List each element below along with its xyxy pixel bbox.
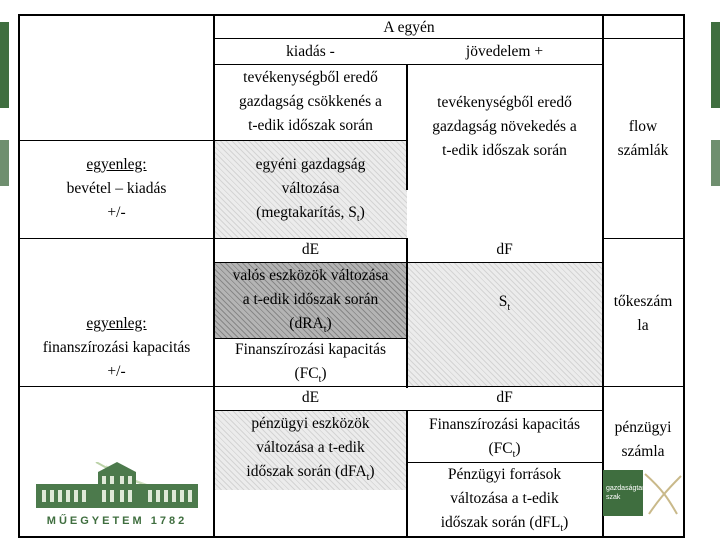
header-income-text: jövedelem +: [465, 43, 544, 60]
real-assets-cell: [214, 262, 407, 338]
flow-accounts-label: [603, 40, 683, 238]
df-text-2: dF: [496, 389, 513, 406]
income-line-3: t-edik időszak során: [442, 142, 567, 159]
header-expense-text: kiadás -: [286, 43, 335, 60]
df-text-1: dF: [496, 241, 513, 258]
table-bottom-border: [18, 536, 684, 538]
fin-capacity-line-2-text: (FC: [488, 440, 513, 457]
logo-text: MŰEGYETEM 1782: [46, 515, 188, 527]
expense-description: [214, 64, 407, 140]
logo2-line-1: gazdaságtan: [606, 485, 647, 492]
expense-line-2: gazdagság csökkenés a: [239, 93, 382, 110]
financing-subscript: t: [318, 374, 322, 386]
real-assets-line-3: (dRA$_t$): [289, 315, 332, 336]
header-expense: [214, 40, 407, 64]
header-individual: [214, 16, 604, 40]
financial-label-line-1: pénzügyi: [614, 419, 672, 436]
fin-assets-line-2: változása a t-edik: [256, 439, 365, 456]
financing-line-2-text: (FC: [294, 365, 319, 382]
individual-savings-cell: [214, 140, 407, 238]
income-line-2: gazdagság növekedés a: [432, 118, 577, 135]
de-text-2: dE: [301, 389, 320, 406]
row-line-sidehead: [603, 38, 684, 39]
fin-sources-subscript: t: [560, 523, 564, 535]
table-left-border: [18, 14, 20, 538]
table-right-border: [683, 14, 685, 538]
header-income: [407, 40, 602, 64]
real-assets-subscript: t: [323, 324, 327, 336]
df-label-2: [407, 386, 602, 410]
real-assets-line-3-text: (dRA: [289, 315, 324, 332]
capital-label-line-2: la: [637, 317, 649, 334]
real-assets-line-1: valós eszközök változása: [232, 267, 389, 284]
df-label-1: [407, 238, 602, 262]
balance2-sign: +/-: [107, 363, 126, 380]
left-edge-bar-lower: [0, 140, 9, 186]
financial-assets-cell: [214, 410, 407, 486]
fin-assets-subscript: t: [366, 472, 370, 484]
fin-sources-line-3: időszak során (dFL$_t$): [440, 514, 569, 535]
fin-assets-line-3: időszak során (dFA$_t$): [246, 463, 375, 484]
fin-capacity-line-1: Finanszírozási kapacitás: [428, 416, 581, 433]
de-label-1: [214, 238, 407, 262]
financial-sources-cell: [407, 462, 602, 536]
savings-st-cell: [407, 262, 602, 342]
savings-line-3: [256, 201, 365, 225]
income-description: [407, 64, 602, 190]
flow-label-line-1: flow: [628, 118, 658, 135]
financing-close-paren: ): [321, 365, 327, 382]
department-logo: [603, 470, 683, 516]
de-label-2: [214, 386, 407, 410]
st-label: [499, 290, 510, 314]
capital-label-line-1: tőkeszám: [613, 293, 673, 310]
fin-assets-line-3-text: időszak során (dFA: [246, 463, 367, 480]
savings-close-paren: ): [359, 204, 365, 221]
logo2-line-2: szak: [606, 494, 621, 501]
fin-sources-line-2: változása a t-edik: [450, 490, 559, 507]
balance2-label: egyenleg:: [86, 315, 147, 332]
right-edge-bar: [711, 22, 720, 108]
expense-line-3: t-edik időszak során: [248, 117, 373, 134]
balance-label: egyenleg:: [86, 156, 147, 173]
st-subscript: t: [507, 302, 511, 314]
balance-income-expense: [19, 140, 214, 238]
st-text: S: [498, 293, 508, 310]
financing-capacity-cell-2: [407, 412, 602, 462]
income-line-1: tevékenységből eredő: [437, 94, 572, 111]
balance-formula: bevétel – kiadás: [66, 180, 167, 197]
capital-account-label: [603, 262, 683, 366]
fin-capacity-subscript: t: [512, 449, 516, 461]
fin-capacity-close-paren: ): [515, 440, 521, 457]
balance2-formula: finanszírozási kapacitás: [42, 339, 191, 356]
financing-capacity-cell: [214, 338, 407, 386]
savings-line-2: változása: [281, 180, 340, 197]
fin-assets-line-1: pénzügyi eszközök: [251, 415, 370, 432]
right-edge-bar-lower: [711, 140, 720, 186]
financial-account-label: [603, 414, 683, 466]
row-line-2: [19, 238, 215, 239]
left-edge-bar: [0, 22, 9, 108]
flow-label-line-2: számlák: [617, 142, 669, 159]
balance-sign: +/-: [107, 204, 126, 221]
de-text-1: dE: [301, 241, 320, 258]
row-line-side-1: [603, 238, 684, 239]
savings-line-1: egyéni gazdagság: [255, 156, 366, 173]
fin-sources-line-3-text: időszak során (dFL: [440, 514, 561, 531]
fin-sources-line-1: Pénzügyi források: [447, 466, 562, 483]
header-individual-text: A egyén: [383, 19, 435, 36]
savings-line-3-text: (megtakarítás, S: [256, 204, 357, 221]
financing-line-2: [294, 362, 326, 386]
real-assets-line-2: a t-edik időszak során: [242, 291, 379, 308]
university-building-logo: [36, 462, 198, 528]
balance-financing-capacity: [19, 310, 214, 386]
savings-subscript: t: [356, 213, 360, 225]
financial-label-line-2: számla: [621, 443, 665, 460]
financing-line-1: Finanszírozási kapacitás: [234, 341, 387, 358]
row-line-side-2: [603, 386, 684, 387]
fin-capacity-line-2: [488, 437, 520, 461]
expense-line-1: tevékenységből eredő: [243, 69, 378, 86]
